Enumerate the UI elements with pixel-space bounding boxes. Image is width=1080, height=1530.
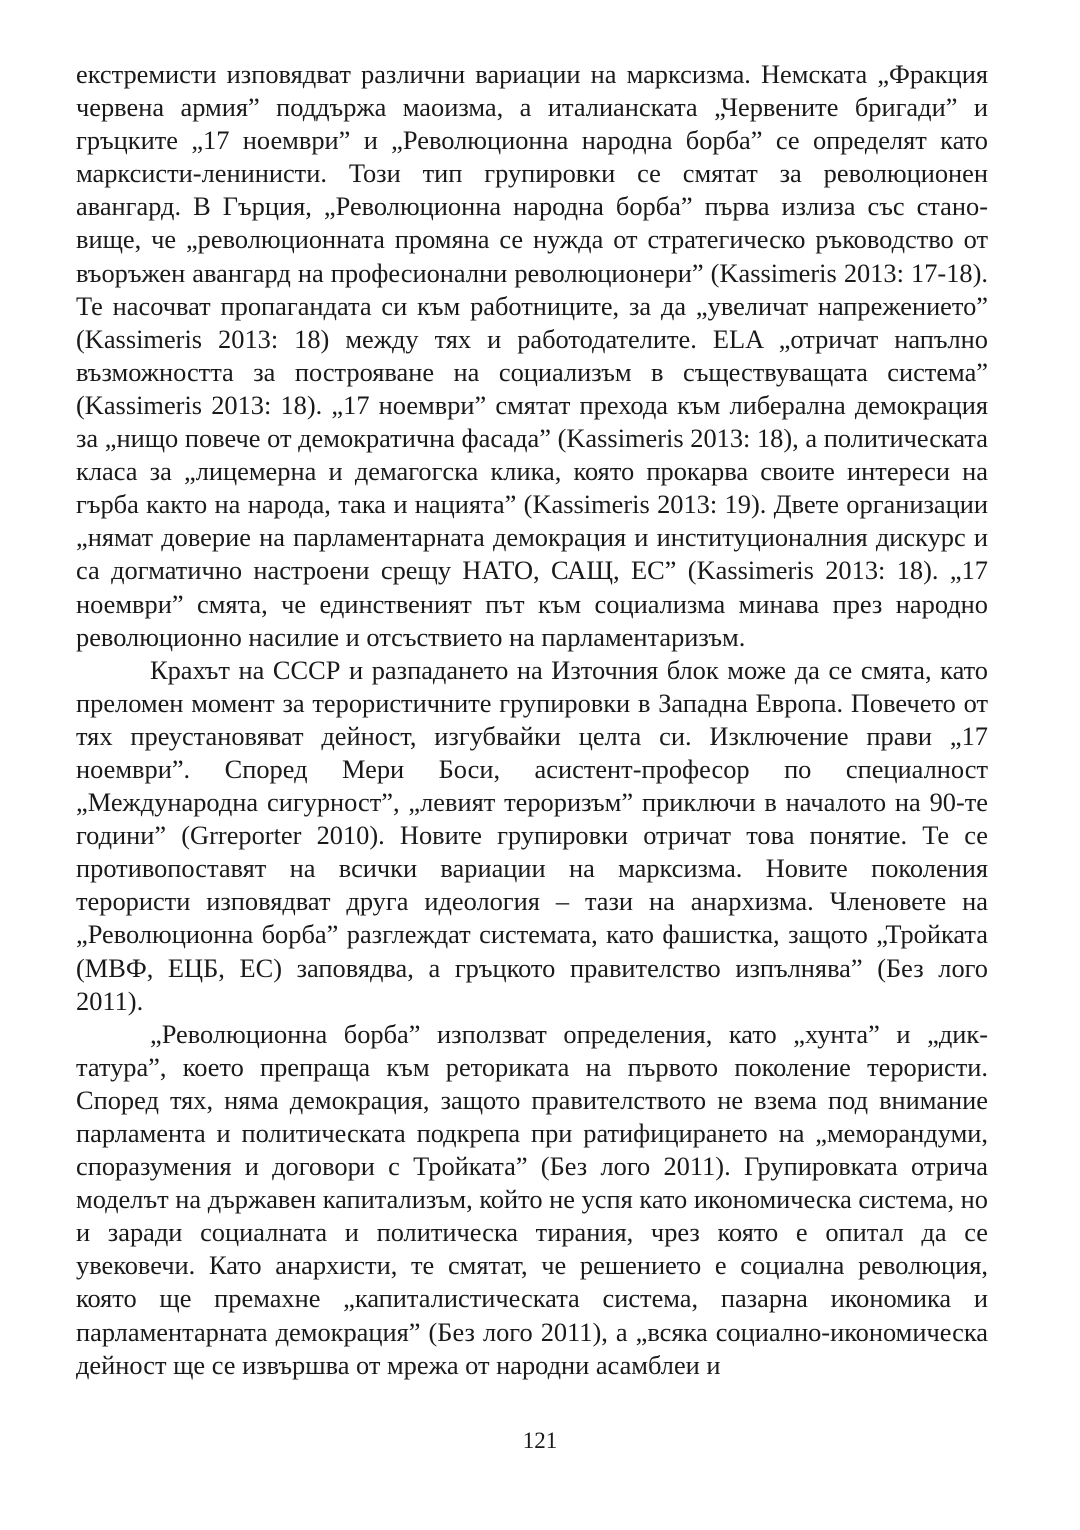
page-number: 121: [522, 1428, 558, 1453]
paragraph-1: екстремисти изповядват различни вариации на марксизма. Немската „Фракция червена армия” поддържа маоизма, а италианската „Червените бригади” и гръцките „17 ноември” и „Революционна народна борба” се определят като марксисти-ленинисти. Този тип групировки се смятат за революционен авангард. В Гърция, „Революционна народна борба” първа излиза със становище, че „революционната промяна се нужда от стратегическо ръководство от въоръжен авангард на професионални революционери” (Kassimeris 2013: 17-18). Те насочват пропагандата си към работниците, за да „увеличат напрежението” (Kassimeris 2013: 18) между тях и работодателите. ELA „отричат напълно възможността за построяване на социализъм в съществуващата система” (Kassimeris 2013: 18). „17 ноември” смятат прехода към либерална демокрация за „нищо повече от демократична фасада” (Kassimeris 2013: 18), а политическата класа за „лицемерна и демагогска клика, която прокарва своите интереси на гърба както на народа, така и нацията” (Kassimeris 2013: 19). Двете организации „нямат доверие на парламентарната демокрация и институционалния дискурс и са догматично настроени срещу НАТО, САЩ, ЕС” (Kassimeris 2013: 18). „17 ноември” смята, че единственият път към социализма минава през народно революционно насилие и отсъствието на парламентаризъм.: [76, 59, 988, 652]
paragraph-3: „Революционна борба” използват определения, като „хунта” и „диктатура”, което препраща към реториката на първото поколение терористи. Според тях, няма демокрация, защото правителството не взема под внимание парламента и политическата подкрепа при ратифицирането на „меморандуми, споразумения и договори с Тройката” (Без лого 2011). Групировката отрича моделът на държавен капитализъм, който не успя като икономическа система, но и заради социалната и политическа тирания, чрез която е опитал да се увековечи. Като анархисти, те смятат, че решението е социална революция, която ще премахне „капиталистическата система, пазарна икономика и парламентарната демокрация” (Без лого 2011), а „всяка социално-икономическа дейност ще се извършва от мрежа от народни асамблеи и: [76, 1018, 988, 1380]
page-body: [76, 58, 988, 1382]
paragraph-2: Крахът на СССР и разпадането на Източния блок може да се смята, като преломен момент за терористичните групировки в Западна Европа. Повечето от тях преустановяват дейност, изгубвайки целта си. Изключение прави „17 ноември”. Според Мери Боси, асистент-професор по специалност „Международна сигурност”, „левият тероризъм” приключи в началото на 90-те години” (Grreporter 2010). Новите групировки отричат това понятие. Те се противопоставят на всички вариации на марксизма. Новите поколения терористи изповядват друга идеология – тази на анархизма. Членовете на „Революционна борба” разглеждат системата, като фашистка, защото „Тройката (МВФ, ЕЦБ, ЕС) заповядва, а гръцкото правителство изпълнява” (Без лого 2011).: [76, 654, 988, 1016]
